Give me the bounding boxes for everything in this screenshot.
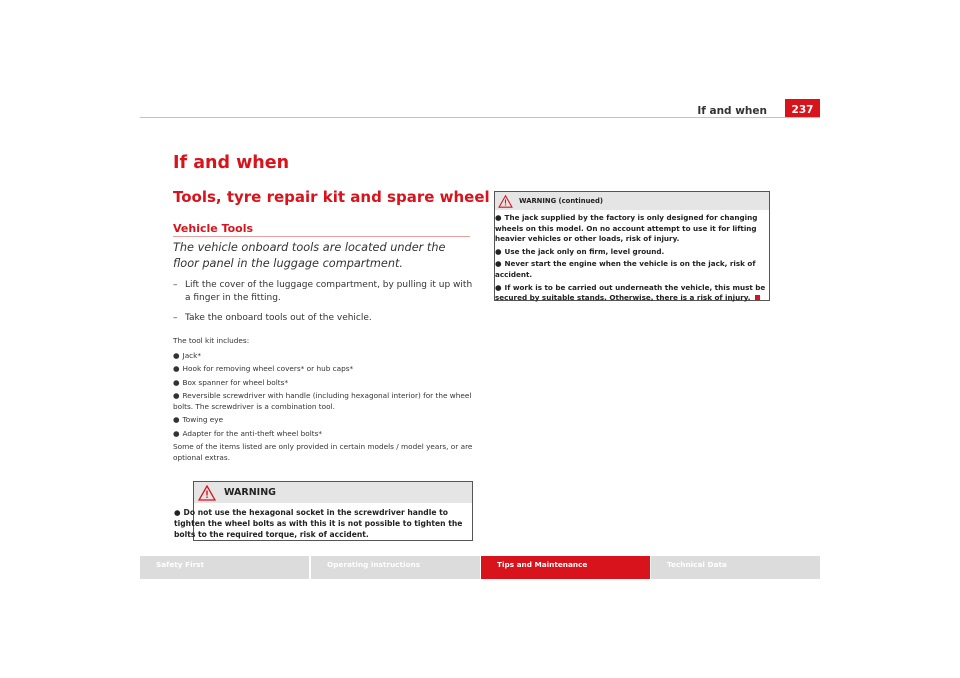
warning-item <box>174 507 464 540</box>
header-rule <box>140 117 820 118</box>
warning-continued-header <box>495 192 769 210</box>
footer-tab-technical-data[interactable] <box>651 556 820 579</box>
dash-marker: – <box>173 280 178 290</box>
kit-intro: The tool kit includes: <box>173 336 250 345</box>
warning-continued-body <box>495 210 769 308</box>
subsection-heading: Vehicle Tools <box>173 222 254 235</box>
chapter-heading: If and when <box>173 153 290 173</box>
bullet-icon: ● <box>173 415 180 425</box>
warning-item <box>495 259 766 280</box>
warning-box <box>174 481 473 541</box>
end-of-section-icon <box>755 295 760 300</box>
warning-item-text: Use the jack only on firm, level ground. <box>504 246 665 256</box>
list-item <box>173 391 473 413</box>
warning-item <box>495 247 766 258</box>
warning-item-text: Do not use the hexagonal socket in the screwdriver handle to tighten the wheel bolts as with this it is not possible to tighten the bolts to the required torque, risk of accident. <box>174 508 463 539</box>
warning-item <box>495 283 766 304</box>
bullet-icon: ● <box>174 508 181 517</box>
intro-text: The vehicle onboard tools are located under the floor panel in the luggage compartment. <box>173 241 446 270</box>
warning-continued-box <box>494 191 770 301</box>
footer-tab-safety-first[interactable] <box>140 556 309 579</box>
running-header-title: If and when <box>697 105 767 117</box>
step-text: Take the onboard tools out of the vehicle. <box>185 313 372 323</box>
footer-tab-label: Safety First <box>156 560 205 569</box>
bullet-icon: ● <box>173 364 180 374</box>
instruction-steps <box>173 279 473 332</box>
bullet-icon: ● <box>495 246 502 256</box>
bullet-icon: ● <box>173 428 180 438</box>
kit-note: Some of the items listed are only provided in certain models / model years, or are optional extras. <box>173 441 473 462</box>
list-item <box>173 378 473 389</box>
list-item-text: Box spanner for wheel bolts* <box>182 377 289 387</box>
bullet-icon: ● <box>495 259 502 269</box>
page-number: 237 <box>785 99 820 118</box>
list-item <box>173 364 473 375</box>
warning-continued-title: WARNING (continued) <box>519 197 604 205</box>
step-item <box>173 279 473 305</box>
list-item <box>173 351 473 362</box>
footer-tab-operating-instructions[interactable] <box>311 556 480 579</box>
list-item-text: Hook for removing wheel covers* or hub caps* <box>182 364 354 374</box>
warning-triangle-icon <box>198 485 216 501</box>
list-item-text: Adapter for the anti-theft wheel bolts* <box>182 428 323 438</box>
bullet-icon: ● <box>173 390 180 400</box>
footer-tab-label: Operating instructions <box>327 560 421 569</box>
bullet-icon: ● <box>495 213 502 222</box>
bullet-icon: ● <box>173 350 180 360</box>
footer-tab-label: Tips and Maintenance <box>497 560 588 569</box>
list-item-text: Jack* <box>182 350 202 360</box>
warning-item-text: The jack supplied by the factory is only designed for changing wheels on this model. On no account attempt to use it for lifting heavier vehicles or other loads, risk of injury. <box>495 213 758 244</box>
dash-marker: – <box>173 313 178 323</box>
warning-header <box>194 482 472 503</box>
tool-kit-section <box>173 336 473 468</box>
warning-item-text: If work is to be carried out underneath the vehicle, this must be secured by suitable stands. Otherwise, there is a risk of injury. <box>495 282 766 303</box>
list-item <box>173 415 473 426</box>
warning-item <box>495 213 766 245</box>
warning-triangle-icon <box>498 195 513 208</box>
footer-tab-tips-and-maintenance[interactable] <box>481 556 650 579</box>
list-item <box>173 429 473 440</box>
bullet-icon: ● <box>495 282 502 292</box>
warning-item-text: Never start the engine when the vehicle is on the jack, risk of accident. <box>495 259 756 279</box>
footer-tab-label: Technical Data <box>667 560 727 569</box>
subsection-rule <box>173 236 470 237</box>
bullet-icon: ● <box>173 377 180 387</box>
list-item-text: Towing eye <box>182 415 224 425</box>
warning-body <box>174 503 468 546</box>
warning-title: WARNING <box>224 487 276 498</box>
section-heading: Tools, tyre repair kit and spare wheel <box>173 188 490 206</box>
step-item <box>173 312 473 325</box>
list-item-text: Reversible screwdriver with handle (including hexagonal interior) for the wheel bolts. The screwdriver is a combination tool. <box>173 390 472 411</box>
step-text: Lift the cover of the luggage compartment, by pulling it up with a finger in the fitting. <box>185 280 473 303</box>
